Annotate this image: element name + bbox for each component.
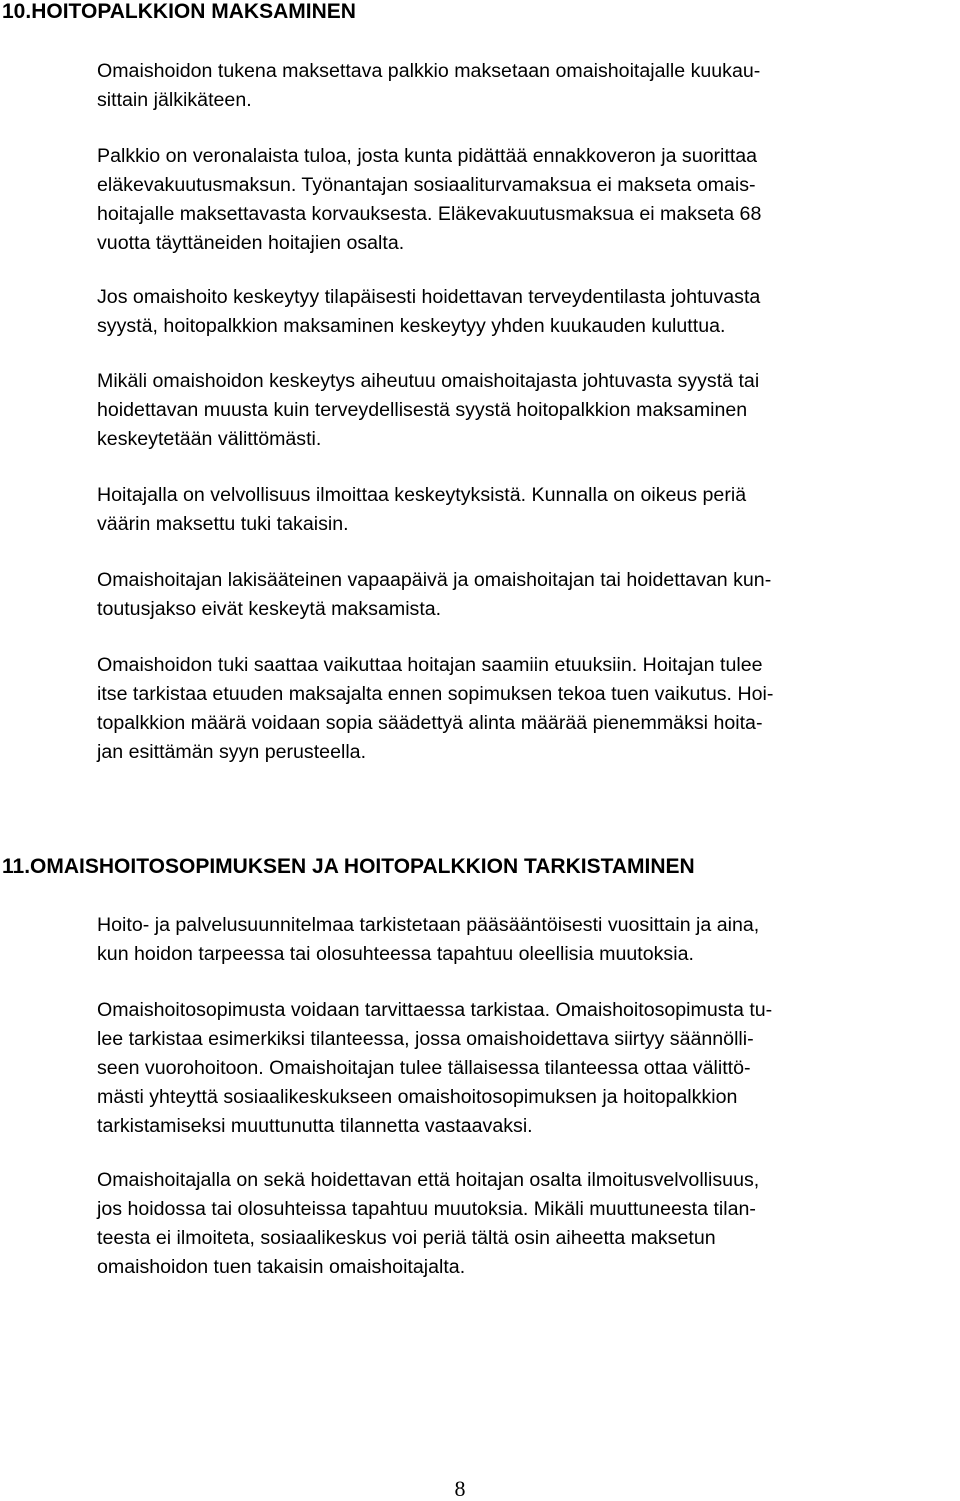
paragraph-line: eläkevakuutusmaksun. Työnantajan sosiaaliturvamaksua ei makseta omais- (97, 174, 756, 196)
section-11-paragraph-1 (97, 911, 947, 969)
paragraph-line: Omaishoitosopimusta voidaan tarvittaessa tarkistaa. Omaishoitosopimusta tu- (97, 999, 773, 1021)
section-10-paragraph-1 (97, 57, 947, 115)
paragraph-line: jos hoidossa tai olosuhteissa tapahtuu muutoksia. Mikäli muuttuneesta tilan- (97, 1198, 756, 1220)
section-10-heading (2, 0, 356, 24)
paragraph-line: hoitajalle maksettavasta korvauksesta. Eläkevakuutusmaksua ei makseta 68 (97, 203, 762, 225)
section-10-paragraph-3 (97, 283, 947, 341)
paragraph-line: omaishoidon tuen takaisin omaishoitajalta. (97, 1256, 466, 1278)
section-11-paragraph-3 (97, 1166, 947, 1282)
paragraph-line: seen vuorohoitoon. Omaishoitajan tulee tällaisessa tilanteessa ottaa välittö- (97, 1057, 751, 1079)
section-11-paragraph-2 (97, 996, 947, 1141)
section-10-paragraph-7 (97, 651, 947, 767)
paragraph-line: keskeytetään välittömästi. (97, 428, 322, 450)
section-11-title: OMAISHOITOSOPIMUKSEN JA HOITOPALKKION TARKISTAMINEN (30, 855, 695, 878)
paragraph-line: syystä, hoitopalkkion maksaminen keskeytyy yhden kuukauden kuluttua. (97, 315, 726, 337)
paragraph-line: Hoito- ja palvelusuunnitelmaa tarkistetaan pääsääntöisesti vuosittain ja aina, (97, 914, 760, 936)
section-10-title: HOITOPALKKION MAKSAMINEN (31, 0, 356, 23)
section-11-heading (2, 855, 695, 879)
paragraph-line: Omaishoitajan lakisääteinen vapaapäivä ja omaishoitajan tai hoidettavan kun- (97, 569, 772, 591)
paragraph-line: mästi yhteyttä sosiaalikeskukseen omaishoitosopimuksen ja hoitopalkkion (97, 1086, 738, 1108)
section-10-paragraph-6 (97, 566, 947, 624)
paragraph-line: topalkkion määrä voidaan sopia säädettyä alinta määrää pienemmäksi hoita- (97, 712, 763, 734)
paragraph-line: hoidettavan muusta kuin terveydellisestä syystä hoitopalkkion maksaminen (97, 399, 748, 421)
paragraph-line: Omaishoidon tuki saattaa vaikuttaa hoitajan saamiin etuuksiin. Hoitajan tulee (97, 654, 763, 676)
paragraph-line: Jos omaishoito keskeytyy tilapäisesti hoidettavan terveydentilasta johtuvasta (97, 286, 761, 308)
paragraph-line: kun hoidon tarpeessa tai olosuhteessa tapahtuu oleellisia muutoksia. (97, 943, 694, 965)
paragraph-line: vuotta täyttäneiden hoitajien osalta. (97, 232, 405, 254)
section-11-number: 11. (2, 855, 31, 878)
section-10-paragraph-5 (97, 481, 947, 539)
section-10-number: 10. (2, 0, 32, 23)
paragraph-line: itse tarkistaa etuuden maksajalta ennen sopimuksen tekoa tuen vaikutus. Hoi- (97, 683, 774, 705)
paragraph-line: Mikäli omaishoidon keskeytys aiheutuu omaishoitajasta johtuvasta syystä tai (97, 370, 760, 392)
paragraph-line: Palkkio on veronalaista tuloa, josta kunta pidättää ennakkoveron ja suorittaa (97, 145, 758, 167)
paragraph-line: Omaishoitajalla on sekä hoidettavan että hoitajan osalta ilmoitusvelvollisuus, (97, 1169, 760, 1191)
paragraph-line: väärin maksettu tuki takaisin. (97, 513, 349, 535)
section-10-paragraph-2 (97, 142, 947, 258)
paragraph-line: jan esittämän syyn perusteella. (97, 741, 367, 763)
paragraph-line: lee tarkistaa esimerkiksi tilanteessa, jossa omaishoidettava siirtyy säännölli- (97, 1028, 754, 1050)
paragraph-line: teesta ei ilmoiteta, sosiaalikeskus voi periä tältä osin aiheetta maksetun (97, 1227, 716, 1249)
page-number: 8 (454, 1476, 466, 1501)
paragraph-line: Hoitajalla on velvollisuus ilmoittaa keskeytyksistä. Kunnalla on oikeus periä (97, 484, 747, 506)
paragraph-line: sittain jälkikäteen. (97, 89, 252, 111)
paragraph-line: Omaishoidon tukena maksettava palkkio maksetaan omaishoitajalle kuukau- (97, 60, 761, 82)
paragraph-line: toutusjakso eivät keskeytä maksamista. (97, 598, 442, 620)
paragraph-line: tarkistamiseksi muuttunutta tilannetta vastaavaksi. (97, 1115, 533, 1137)
section-10-paragraph-4 (97, 367, 947, 454)
